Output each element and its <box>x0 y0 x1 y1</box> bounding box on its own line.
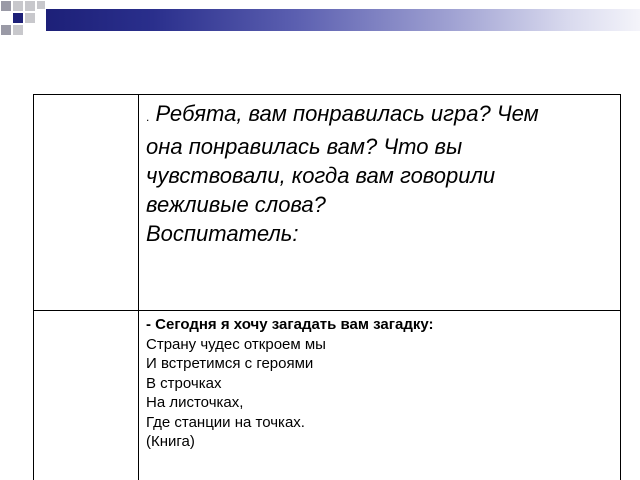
riddle-answer: (Книга) <box>146 433 195 450</box>
header-gradient-band <box>46 9 640 31</box>
decor-square <box>36 0 46 10</box>
riddle-intro: - Сегодня я хочу загадать вам загадку: <box>146 316 434 333</box>
decor-square <box>24 12 36 24</box>
decor-square <box>12 0 24 12</box>
question-line: она понравилась вам? Что вы <box>146 134 463 159</box>
question-line: вежливые слова? <box>146 192 326 217</box>
lesson-table <box>33 94 621 480</box>
riddle-line: Страну чудес откроем мы <box>146 335 326 353</box>
riddle-cell <box>146 315 616 452</box>
table-column-divider <box>138 95 139 480</box>
decor-square <box>24 0 36 12</box>
decor-square <box>12 12 24 24</box>
riddle-line: И встретимся с героями <box>146 355 314 372</box>
question-cell <box>146 99 616 248</box>
decor-square <box>12 24 24 36</box>
riddle-line: В строчках <box>146 374 222 392</box>
decor-square <box>0 0 12 12</box>
riddle-line: На листочках, <box>146 394 244 411</box>
question-lead-dot: . <box>146 110 150 124</box>
decor-square <box>0 24 12 36</box>
educator-label: Воспитатель: <box>146 221 299 246</box>
riddle-line: Где станции на точках. <box>146 413 305 431</box>
question-line: чувствовали, когда вам говорили <box>146 163 496 188</box>
question-line: . Ребята, вам понравилась игра? Чем <box>146 101 539 126</box>
table-row-divider <box>34 310 620 311</box>
